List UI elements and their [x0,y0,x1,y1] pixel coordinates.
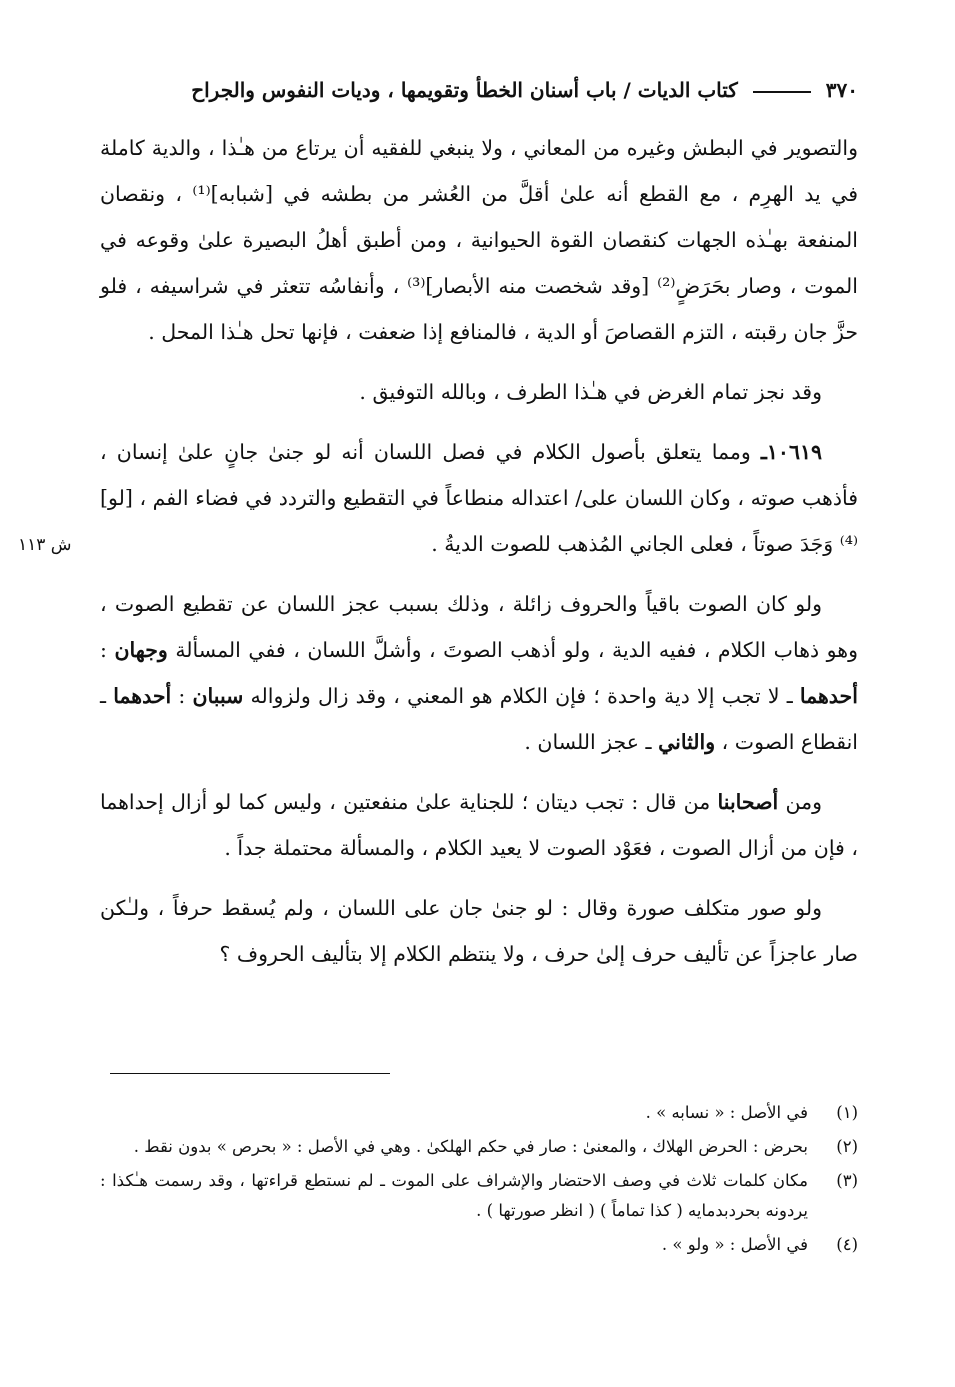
footnote-text: في الأصل : « نسابه » . [645,1103,808,1122]
footnote-item [100,1230,858,1260]
p5-text-a: ومن [785,790,822,814]
header-title: كتاب الديات / باب أسنان الخطأ وتقويمها ، وديات النفوس والجراح [191,78,738,102]
p4-bold-wajhan: وجهان [114,638,168,662]
paragraph-4 [100,581,858,765]
margin-manuscript-ref: ش ١١٣ [18,535,72,555]
header-rule [753,91,811,93]
p5-bold-ashabuna: أصحابنا [717,790,779,814]
p4-text-a: ولو كان الصوت باقياً والحروف زائلة ، وذلك بسبب عجز اللسان عن تقطيع الصوت ، وهو ذهاب الكلام ، ففيه الدية ، ولو أذهب الصوتَ ، وأشلَّ اللسان ، ففي المسألة [100,592,858,662]
paragraph-6: ولو صور متكلف صورة وقال : لو جنىٰ جان على اللسان ، ولم يُسقط حرفاً ، ولـٰكن صار عاجزاً عن تأليف حرف إلىٰ حرف ، ولا ينتظم الكلام إلا بتأليف الحروف ؟ [100,896,858,966]
paragraph-1: والتصوير في البطش وغيره من المعاني ، ولا ينبغي للفقيه أن يرتاع من هـٰذا ، والدية كاملة في يد الهرِم ، مع القطع أنه علىٰ أقلَّ من العُشر من بطشه في [شبابه]⁽¹⁾ ، ونقصان المنفعة بهـٰذه الجهات كنقصان القوة الحيوانية ، ومن أطبق أهلُ البصيرة علىٰ وقوعه في الموت ، وصار بحَرَضٍ⁽²⁾ [وقد شخصت منه الأبصار]⁽³⁾ ، وأنفاسُه تتعثر في شراسيفه ، فلو حزَّ جان رقبته ، التزم القصاصَ أو الدية ، فالمنافع إذا ضعفت ، فإنها تحل هـٰذا المحل . [100,136,858,344]
footnote-item [100,1098,858,1128]
footnotes [100,1098,858,1264]
footnote-text: في الأصل : « ولو » . [661,1235,808,1254]
footnote-item [100,1132,858,1162]
main-text [100,125,858,991]
footnote-number: (٣) [836,1171,858,1190]
footnote-text: مكان كلمات ثلاث في وصف الاحتضار والإشراف على الموت ـ لم نستطع قراءتها ، وقد رسمت هـٰكذا : يردونه بحردبدمايه ( كذا تماماً ) ( انظر صورتها ) . [100,1171,808,1220]
paragraph-2: وقد نجز تمام الغرض في هـٰذا الطرف ، وبالله التوفيق . [359,380,822,404]
issue-number: ١٠٦١٩ـ [760,440,822,464]
p4-bold-ahaduhuma-2: أحدهما [113,684,172,708]
p4-text-f: ـ انقطاع الصوت ، [100,684,858,754]
running-header [100,78,858,102]
page-number: ٣٧٠ [825,78,858,102]
paragraph-3-text: ومما يتعلق بأصول الكلام في فصل اللسان أنه لو جنىٰ جانٍ علىٰ إنسان ، فأذهب صوته ، وكان اللسان على/ اعتداله منطاعاً في التقطيع والتردد في فضاء الفم ، [لو]⁽⁴⁾ وَجَدَ صوتاً ، فعلى الجاني المُذهب للصوت الديةُ . [100,440,858,556]
p4-bold-sababan: سببان [192,684,244,708]
footnote-number: (١) [836,1103,858,1122]
p4-text-d: ـ لا تجب إلا دية واحدة ؛ فإن الكلام هو المعني ، وقد زال ولزواله [250,684,793,708]
footnote-item [100,1166,858,1226]
p4-bold-thani: والثاني [658,730,716,754]
p4-text-g: ـ عجز اللسان . [524,730,652,754]
footnote-separator [110,1073,390,1074]
paragraph-5 [100,779,858,871]
footnote-number: (٢) [836,1137,858,1156]
paragraph-3 [100,429,858,567]
p4-colon-2: : [178,684,186,708]
p5-text-c: من قال : تجب ديتان ؛ للجناية علىٰ منفعتين ، وليس كما لو أزال إحداهما ، فإن من أزال الصوت ، فعَوْد الصوت لا يعيد الكلام ، والمسألة محتملة جداً . [100,790,858,860]
footnote-text: بحرض : الحرض الهلاك ، والمعنىٰ : صار في حكم الهلكىٰ . وهي في الأصل : « بحرص » بدون نقط . [133,1137,808,1156]
p4-bold-ahaduhuma-1: أحدهما [799,684,858,708]
footnote-number: (٤) [836,1235,858,1254]
p4-colon-1: : [100,638,107,662]
